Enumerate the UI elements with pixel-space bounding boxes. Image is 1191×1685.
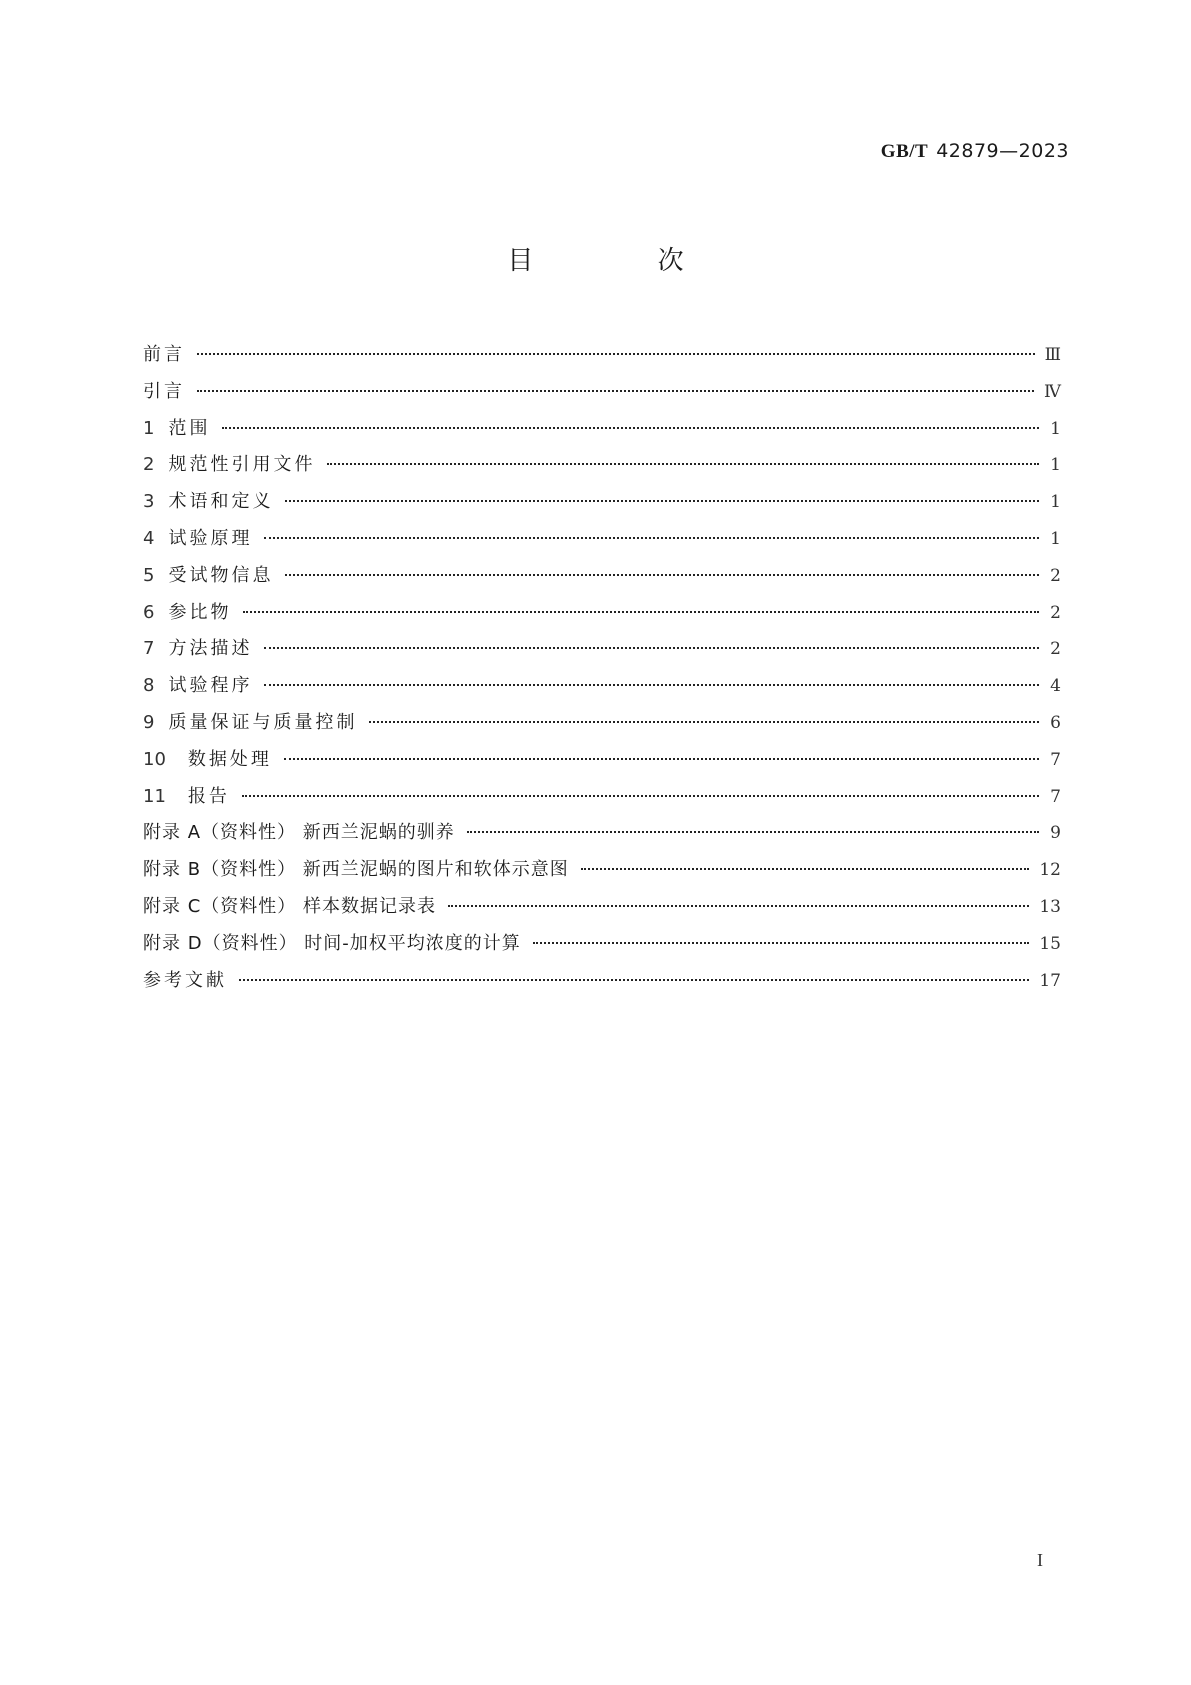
toc-leader-dots xyxy=(222,427,1039,429)
toc-entry-page: 2 xyxy=(1050,639,1061,660)
toc-leader-dots xyxy=(467,831,1039,833)
toc-leader-dots xyxy=(284,758,1039,760)
toc-leader-dots xyxy=(327,463,1039,465)
toc-entry-number: 11 xyxy=(143,785,166,807)
toc-entry[interactable] xyxy=(143,855,1061,892)
toc-leader-dots xyxy=(264,537,1039,539)
toc-entry[interactable] xyxy=(143,708,1061,745)
toc-entry-number: 4 xyxy=(143,527,155,549)
toc-entry[interactable] xyxy=(143,377,1061,414)
toc-entry-label: 受试物信息 xyxy=(168,564,274,586)
toc-entry-number: 2 xyxy=(143,454,155,476)
toc-entry-page: 2 xyxy=(1050,565,1061,586)
toc-entry-page: 17 xyxy=(1039,970,1061,991)
toc-entry-label: 试验程序 xyxy=(168,675,253,697)
toc-entry-page: 2 xyxy=(1050,602,1061,623)
toc-entry-label: 参比物 xyxy=(168,601,232,623)
toc-entry-label: 范围 xyxy=(168,417,211,439)
toc-entry-number: 5 xyxy=(143,564,155,586)
toc-entry[interactable] xyxy=(143,966,1061,1003)
toc-entry-page: 6 xyxy=(1050,712,1061,733)
toc-entry-number: 3 xyxy=(143,491,155,513)
toc-leader-dots xyxy=(581,868,1030,870)
toc-entry-page: Ⅳ xyxy=(1044,381,1061,402)
toc-entry[interactable] xyxy=(143,782,1061,819)
toc-entry-label: 试验原理 xyxy=(168,527,253,549)
toc-entry[interactable] xyxy=(143,561,1061,598)
toc-entry[interactable] xyxy=(143,598,1061,635)
standard-code xyxy=(881,140,1069,163)
toc-entry-label: 引言 xyxy=(143,380,185,402)
toc-entry[interactable] xyxy=(143,818,1061,855)
page-number: I xyxy=(1037,1550,1043,1570)
toc-leader-dots xyxy=(264,684,1039,686)
toc-entry-label: 术语和定义 xyxy=(168,491,274,513)
toc-entry-label: 附录 B（资料性） 新西兰泥蜗的图片和软体示意图 xyxy=(143,859,569,881)
toc-entry-page: 4 xyxy=(1050,676,1061,697)
page-title: 目 次 xyxy=(507,246,742,276)
toc-entry-page: 7 xyxy=(1050,749,1061,770)
toc-entry-page: 7 xyxy=(1050,786,1061,807)
toc-entry[interactable] xyxy=(143,929,1061,966)
table-of-contents xyxy=(143,340,1061,1002)
toc-leader-dots xyxy=(369,721,1039,723)
toc-entry-page: 1 xyxy=(1050,418,1061,439)
toc-entry-label: 质量保证与质量控制 xyxy=(168,711,358,733)
toc-entry-number: 10 xyxy=(143,748,166,770)
toc-entry[interactable] xyxy=(143,745,1061,782)
toc-entry-page: Ⅲ xyxy=(1044,345,1061,365)
toc-entry-label: 报告 xyxy=(187,785,230,807)
toc-leader-dots xyxy=(264,647,1039,649)
standard-number: 42879—2023 xyxy=(936,140,1069,162)
toc-entry-label: 参考文献 xyxy=(143,969,227,991)
toc-leader-dots xyxy=(533,942,1030,944)
toc-entry[interactable] xyxy=(143,414,1061,451)
toc-entry-number: 6 xyxy=(143,601,155,623)
toc-entry-number: 1 xyxy=(143,417,155,439)
toc-entry-page: 1 xyxy=(1050,455,1061,476)
toc-entry-label: 方法描述 xyxy=(168,638,253,660)
toc-entry-page: 1 xyxy=(1050,492,1061,513)
toc-entry[interactable] xyxy=(143,487,1061,524)
toc-entry[interactable] xyxy=(143,450,1061,487)
toc-leader-dots xyxy=(242,795,1039,797)
toc-entry-label: 规范性引用文件 xyxy=(168,454,316,476)
toc-entry-number: 7 xyxy=(143,638,155,660)
toc-entry[interactable] xyxy=(143,671,1061,708)
toc-entry-number: 9 xyxy=(143,711,155,733)
toc-entry-page: 9 xyxy=(1050,823,1061,844)
toc-entry-label: 前言 xyxy=(143,344,185,365)
toc-leader-dots xyxy=(197,353,1035,355)
toc-entry[interactable] xyxy=(143,892,1061,929)
toc-entry-page: 15 xyxy=(1039,933,1061,954)
toc-leader-dots xyxy=(197,390,1034,392)
toc-entry-page: 13 xyxy=(1039,896,1061,917)
toc-leader-dots xyxy=(285,574,1039,576)
toc-entry[interactable] xyxy=(143,524,1061,561)
standard-prefix: GB/T xyxy=(880,141,929,162)
toc-entry-page: 12 xyxy=(1039,860,1061,881)
toc-leader-dots xyxy=(243,611,1039,613)
toc-entry-label: 数据处理 xyxy=(187,748,272,770)
toc-leader-dots xyxy=(448,905,1029,907)
toc-entry[interactable] xyxy=(143,634,1061,671)
toc-entry-page: 1 xyxy=(1050,528,1061,549)
toc-entry[interactable] xyxy=(143,340,1061,377)
toc-entry-label: 附录 C（资料性） 样本数据记录表 xyxy=(143,895,437,917)
toc-entry-label: 附录 A（资料性） 新西兰泥蜗的驯养 xyxy=(143,822,455,844)
toc-entry-label: 附录 D（资料性） 时间-加权平均浓度的计算 xyxy=(143,932,521,954)
toc-leader-dots xyxy=(239,979,1029,981)
toc-leader-dots xyxy=(285,500,1039,502)
toc-entry-number: 8 xyxy=(143,675,155,697)
